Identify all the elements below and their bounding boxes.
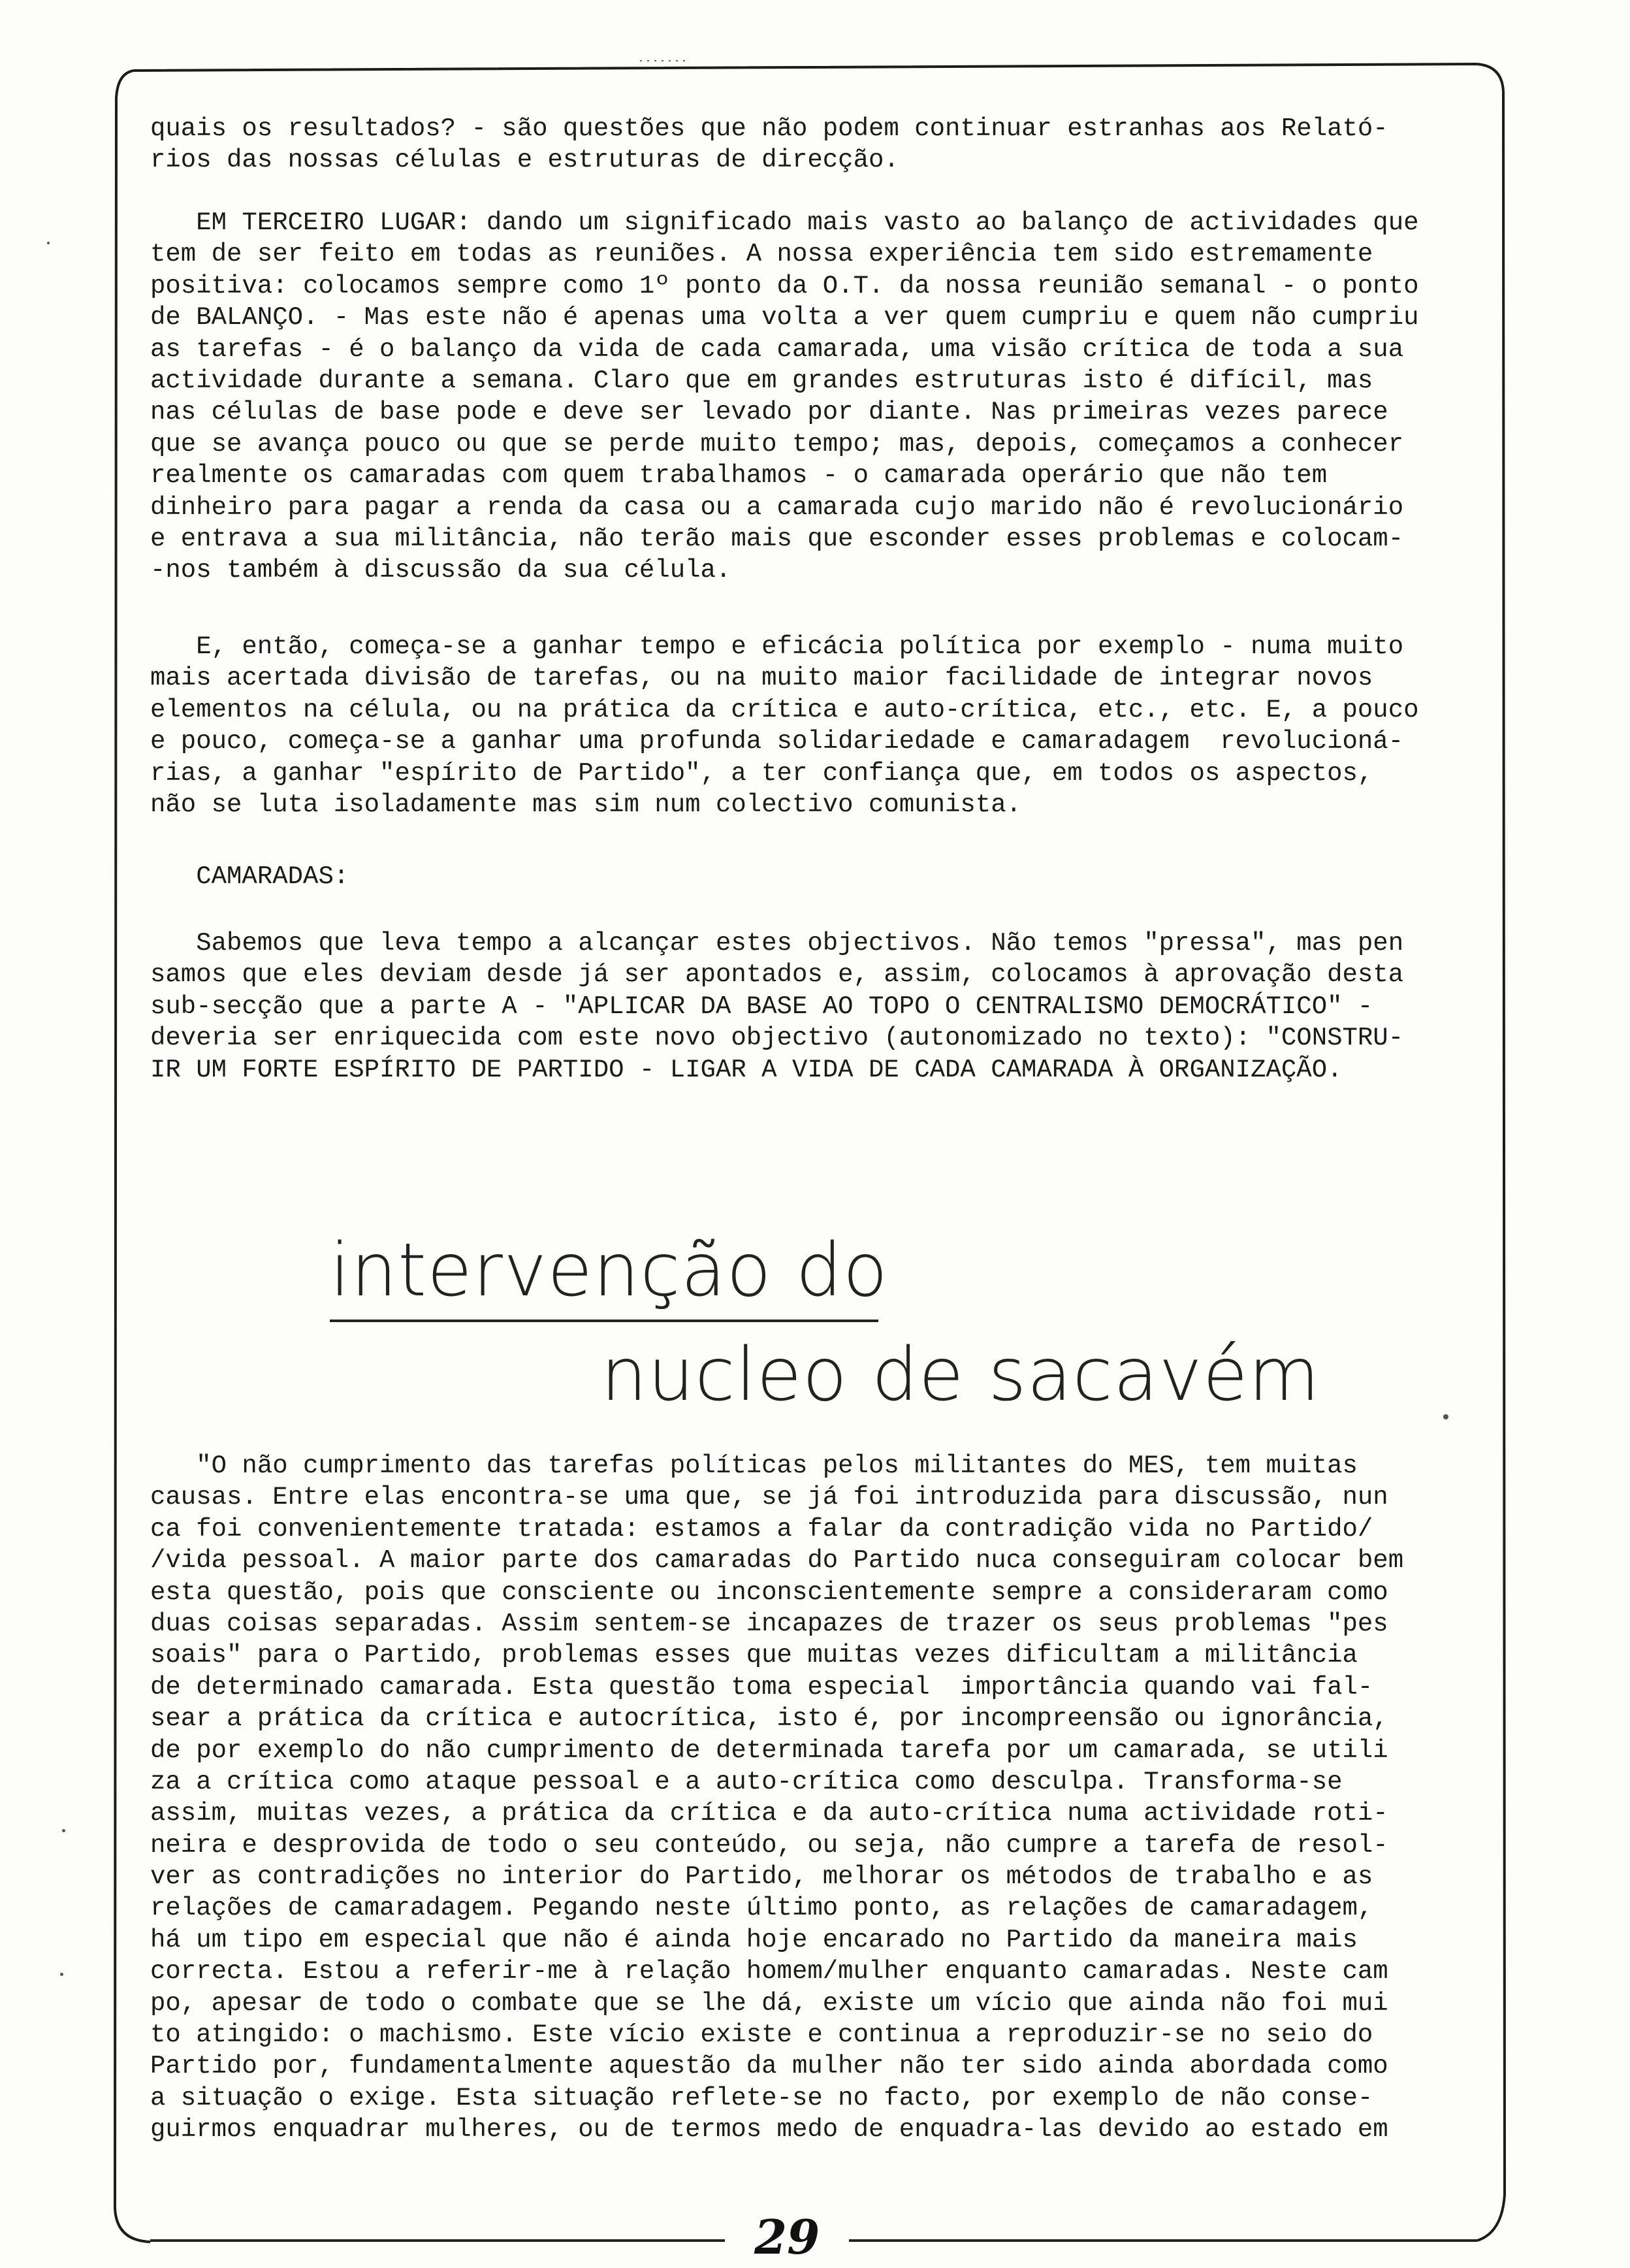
ink-speck — [62, 1829, 65, 1832]
text-line: guirmos enquadrar mulheres, ou de termos medo de enquadra-las devido ao estado em — [150, 2115, 1388, 2145]
text-line: e entrava a sua militância, não terão mais que esconder esses problemas e colocam- — [150, 524, 1404, 553]
text-line: po, apesar de todo o combate que se lhe dá, existe um vício que ainda não foi mui — [150, 1988, 1388, 2018]
text-line: a situação o exige. Esta situação reflete-se no facto, por exemplo de não conse- — [150, 2083, 1373, 2113]
text-line: IR UM FORTE ESPÍRITO DE PARTIDO - LIGAR A VIDA DE CADA CAMARADA À ORGANIZAÇÃO. — [150, 1055, 1343, 1084]
text-line: Sabemos que leva tempo a alcançar estes objectivos. Não temos "pressa", mas pen — [150, 929, 1404, 958]
text-line: CAMARADAS: — [150, 862, 349, 891]
text-line: relações de camaradagem. Pegando neste último ponto, as relações de camaradagem, — [150, 1894, 1373, 1923]
text-line: ver as contradições no interior do Partido, melhorar os métodos de trabalho e as — [150, 1862, 1373, 1892]
text-line: to atingido: o machismo. Este vício existe e continua a reproduzir-se no seio do — [150, 2020, 1373, 2050]
text-line: positiva: colocamos sempre como 1º ponto da O.T. da nossa reunião semanal - o ponto — [150, 271, 1419, 300]
text-line: de BALANÇO. - Mas este não é apenas uma volta a ver quem cumpriu e quem não cumpriu — [150, 303, 1419, 332]
text-line: nas células de base pode e deve ser levado por diante. Nas primeiras vezes parece — [150, 398, 1388, 427]
text-line: há um tipo em especial que não é ainda hoje encarado no Partido da maneira mais — [150, 1925, 1358, 1954]
text-line: soais" para o Partido, problemas esses que muitas vezes dificultam a militância — [150, 1641, 1358, 1670]
title-underline-1 — [330, 1320, 878, 1322]
text-line: /vida pessoal. A maior parte dos camaradas do Partido nuca conseguiram colocar bem — [150, 1546, 1404, 1576]
text-line: correcta. Estou a referir-me à relação homem/mulher enquanto camaradas. Neste cam — [150, 1957, 1388, 1986]
section-title-line-1: intervenção do — [330, 1228, 889, 1313]
text-line: E, então, começa-se a ganhar tempo e eficácia política por exemplo - numa muito — [150, 632, 1404, 661]
text-line: quais os resultados? - são questões que não podem continuar estranhas aos Relató- — [150, 114, 1388, 143]
paragraph-continuation — [150, 113, 1388, 176]
footer-rule-right — [849, 2239, 1477, 2242]
text-line: que se avança pouco ou que se perde muito tempo; mas, depois, começamos a conhecer — [150, 429, 1404, 459]
text-line: de por exemplo do não cumprimento de determinada tarefa por um camarada, se utili — [150, 1736, 1388, 1765]
text-line: de determinado camarada. Esta questão toma especial importância quando vai fal- — [150, 1672, 1373, 1702]
paragraph-proposal — [150, 928, 1403, 1086]
text-line: Partido por, fundamentalmente aquestão da mulher não ter sido ainda abordada como — [150, 2052, 1388, 2081]
footer-rule-left — [150, 2239, 725, 2242]
text-line: ca foi convenientemente tratada: estamos a falar da contradição vida no Partido/ — [150, 1514, 1373, 1544]
text-line: as tarefas - é o balanço da vida de cada camarada, uma visão crítica de toda a sua — [150, 334, 1404, 364]
page-number: 29 — [754, 2209, 820, 2265]
text-line: elementos na célula, ou na prática da crítica e auto-crítica, etc., etc. E, a pouco — [150, 695, 1419, 724]
text-line: EM TERCEIRO LUGAR: dando um significado mais vasto ao balanço de actividades que — [150, 208, 1419, 237]
text-line: causas. Entre elas encontra-se uma que, se já foi introduzida para discussão, nun — [150, 1483, 1388, 1512]
text-line: za a crítica como ataque pessoal e a auto-crítica como desculpa. Transforma-se — [150, 1767, 1343, 1796]
text-line: duas coisas separadas. Assim sentem-se incapazes de trazer os seus problemas "pes — [150, 1609, 1388, 1638]
text-line: tem de ser feito em todas as reuniões. A nossa experiência tem sido estremamente — [150, 240, 1373, 269]
paragraph-eficacia-politica — [150, 631, 1419, 820]
text-line: rios das nossas células e estruturas de direcção. — [150, 146, 899, 175]
ink-speck — [60, 1973, 63, 1976]
text-line: sear a prática da crítica e autocrítica, isto é, por incompreensão ou ignorância, — [150, 1704, 1388, 1734]
paragraph-camaradas-heading — [150, 861, 349, 892]
section-title-line-2: nucleo de sacavém — [601, 1333, 1320, 1418]
text-line: rias, a ganhar "espírito de Partido", a ter confiança que, em todos os aspectos, — [150, 758, 1373, 788]
ink-speck — [1443, 1414, 1448, 1419]
paragraph-terceiro-lugar — [150, 207, 1419, 587]
text-line: -nos também à discussão da sua célula. — [150, 556, 731, 585]
text-line: deveria ser enriquecida com este novo objectivo (autonomizado no texto): "CONSTRU- — [150, 1024, 1404, 1053]
text-line: neira e desprovida de todo o seu conteúdo, ou seja, não cumpre a tarefa de resol- — [150, 1830, 1388, 1860]
text-line: samos que eles deviam desde já ser apontados e, assim, colocamos à aprovação desta — [150, 960, 1404, 990]
text-line: assim, muitas vezes, a prática da crítica e da auto-crítica numa actividade roti- — [150, 1799, 1388, 1828]
text-line: "O não cumprimento das tarefas políticas pelos militantes do MES, tem muitas — [150, 1451, 1358, 1480]
text-line: sub-secção que a parte A - "APLICAR DA BASE AO TOPO O CENTRALISMO DEMOCRÁTICO" - — [150, 992, 1373, 1021]
text-line: realmente os camaradas com quem trabalhamos - o camarada operário que não tem — [150, 461, 1328, 491]
paragraph-nucleo-sacavem — [150, 1450, 1403, 2146]
text-line: esta questão, pois que consciente ou inconscientemente sempre a consideraram como — [150, 1578, 1388, 1607]
ink-speck — [47, 242, 50, 244]
text-line: dinheiro para pagar a renda da casa ou a camarada cujo marido não é revolucionário — [150, 493, 1404, 522]
text-line: e pouco, começa-se a ganhar uma profunda solidariedade e camaradagem revolucioná- — [150, 727, 1404, 756]
text-line: não se luta isoladamente mas sim num colectivo comunista. — [150, 790, 1022, 819]
text-line: mais acertada divisão de tarefas, ou na muito maior facilidade de integrar novos — [150, 664, 1373, 693]
text-line: actividade durante a semana. Claro que em grandes estruturas isto é difícil, mas — [150, 366, 1373, 395]
